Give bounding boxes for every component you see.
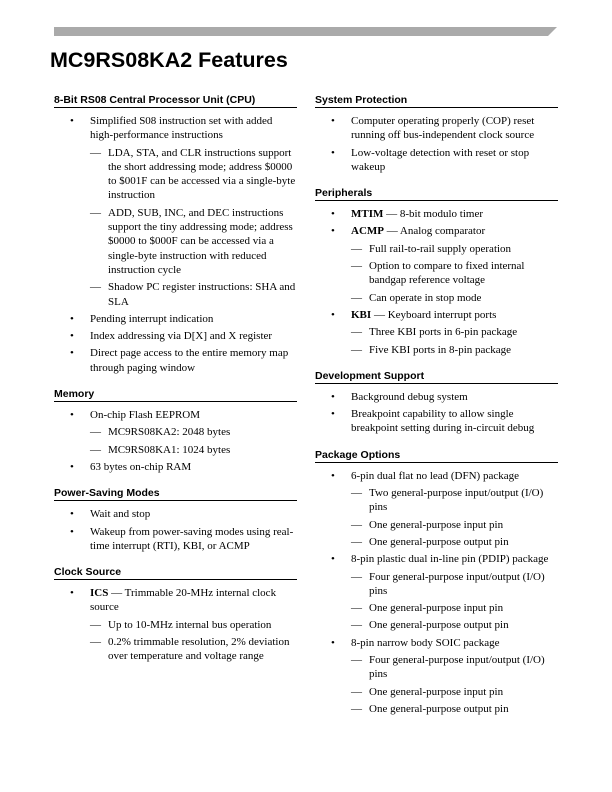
bullet-icon: •: [331, 225, 335, 238]
sub-feature-list: [351, 486, 558, 549]
sub-feature-text: Shadow PC register instructions: SHA and SLA: [108, 281, 296, 308]
feature-text: [90, 507, 297, 521]
sub-feature-item: [351, 653, 558, 682]
feature-item: [315, 469, 558, 549]
sub-feature-text: Up to 10-MHz internal bus operation: [108, 618, 272, 631]
feature-list: [54, 586, 297, 663]
feature-description: Computer operating properly (COP) reset running off bus-independent clock source: [351, 115, 535, 142]
sub-feature-item: [351, 486, 558, 515]
bullet-icon: •: [331, 553, 335, 566]
sub-feature-item: [351, 618, 558, 632]
feature-text: [351, 308, 558, 322]
feature-name: ICS: [90, 587, 109, 600]
feature-item: [54, 408, 297, 457]
dash-icon: —: [351, 654, 362, 667]
feature-item: [54, 460, 297, 474]
feature-description: Simplified S08 instruction set with added high-performance instructions: [90, 115, 273, 142]
feature-description: 6-pin dual flat no lead (DFN) package: [351, 469, 519, 482]
feature-name: ACMP: [351, 225, 384, 238]
sub-feature-text: One general-purpose output pin: [369, 702, 509, 715]
sub-feature-item: [90, 443, 297, 457]
feature-item: [54, 329, 297, 343]
feature-description: 63 bytes on-chip RAM: [90, 460, 192, 473]
dash-icon: —: [351, 619, 362, 632]
sub-feature-text: Option to compare to fixed internal bandgap reference voltage: [369, 260, 525, 287]
sub-feature-item: [90, 635, 297, 664]
bullet-icon: •: [70, 508, 74, 521]
dash-icon: —: [351, 242, 362, 255]
section-package-options: [315, 443, 558, 723]
sub-feature-list: [90, 146, 297, 309]
feature-description: — Analog comparator: [384, 225, 486, 238]
sub-feature-item: [351, 291, 558, 305]
feature-description: Direct page access to the entire memory map through paging window: [90, 347, 289, 374]
section-8-bit-rs08-central-processor-unit-cpu: [54, 88, 297, 382]
feature-text: [351, 636, 558, 650]
section-system-protection: [315, 88, 558, 181]
bullet-icon: •: [70, 312, 74, 325]
feature-description: Index addressing via D[X] and X register: [90, 330, 273, 343]
feature-description: — Keyboard interrupt ports: [371, 308, 497, 321]
left-column: [54, 88, 297, 671]
dash-icon: —: [90, 636, 101, 649]
feature-item: [315, 224, 558, 304]
dash-icon: —: [351, 260, 362, 273]
sub-feature-item: [351, 702, 558, 716]
sub-feature-item: [90, 280, 297, 309]
sub-feature-text: 0.2% trimmable resolution, 2% deviation over temperature and voltage range: [108, 636, 290, 663]
sub-feature-item: [90, 206, 297, 277]
dash-icon: —: [351, 343, 362, 356]
sub-feature-text: Four general-purpose input/output (I/O) pins: [369, 570, 545, 597]
sub-feature-item: [351, 570, 558, 599]
feature-description: Background debug system: [351, 390, 468, 403]
feature-text: [351, 224, 558, 238]
sub-feature-item: [351, 601, 558, 615]
dash-icon: —: [351, 535, 362, 548]
sub-feature-text: One general-purpose input pin: [369, 518, 504, 531]
dash-icon: —: [90, 281, 101, 294]
dash-icon: —: [90, 146, 101, 159]
section-power-saving-modes: [54, 481, 297, 560]
feature-text: [351, 390, 558, 404]
bullet-icon: •: [331, 636, 335, 649]
section-heading: Clock Source: [54, 560, 297, 580]
dash-icon: —: [351, 518, 362, 531]
feature-description: Wakeup from power-saving modes using real-time interrupt (RTI), KBI, or ACMP: [90, 525, 294, 552]
dash-icon: —: [90, 443, 101, 456]
sub-feature-list: [351, 325, 558, 357]
feature-description: — Trimmable 20-MHz internal clock source: [90, 587, 277, 614]
feature-text: [90, 114, 297, 143]
bullet-icon: •: [331, 308, 335, 321]
feature-list: [315, 390, 558, 436]
section-heading: Power-Saving Modes: [54, 481, 297, 501]
dash-icon: —: [351, 326, 362, 339]
sub-feature-text: Four general-purpose input/output (I/O) pins: [369, 654, 545, 681]
bullet-icon: •: [70, 115, 74, 127]
feature-item: [54, 586, 297, 663]
sub-feature-item: [90, 425, 297, 439]
sub-feature-text: One general-purpose output pin: [369, 535, 509, 548]
feature-item: [54, 114, 297, 309]
feature-description: On-chip Flash EEPROM: [90, 409, 200, 422]
feature-text: [351, 469, 558, 483]
bullet-icon: •: [70, 525, 74, 538]
sub-feature-list: [90, 618, 297, 664]
feature-text: [351, 552, 558, 566]
dash-icon: —: [90, 426, 101, 439]
bullet-icon: •: [70, 330, 74, 343]
section-peripherals: [315, 181, 558, 364]
feature-text: [90, 312, 297, 326]
feature-item: [315, 390, 558, 404]
dash-icon: —: [90, 618, 101, 631]
feature-list: [315, 114, 558, 174]
bullet-icon: •: [331, 208, 335, 221]
feature-text: [351, 146, 558, 175]
sub-feature-list: [351, 653, 558, 716]
feature-item: [315, 552, 558, 632]
dash-icon: —: [351, 291, 362, 304]
feature-list: [54, 114, 297, 375]
feature-item: [315, 407, 558, 436]
feature-description: Low-voltage detection with reset or stop wakeup: [351, 146, 530, 173]
feature-item: [54, 507, 297, 521]
feature-item: [315, 636, 558, 716]
feature-item: [54, 346, 297, 375]
sub-feature-item: [351, 343, 558, 357]
section-heading: Memory: [54, 382, 297, 402]
dash-icon: —: [351, 702, 362, 715]
dash-icon: —: [351, 570, 362, 583]
feature-list: [315, 207, 558, 357]
feature-list: [54, 507, 297, 553]
feature-description: — 8-bit modulo timer: [383, 208, 483, 221]
feature-text: [90, 346, 297, 375]
sub-feature-text: Three KBI ports in 6-pin package: [369, 326, 518, 339]
feature-text: [351, 407, 558, 436]
section-development-support: [315, 364, 558, 443]
dash-icon: —: [351, 487, 362, 500]
sub-feature-text: ADD, SUB, INC, and DEC instructions support the tiny addressing mode; address $0000 to $000F can be accessed via a single-byte instruction with reduced instruction cycle: [108, 206, 293, 276]
sub-feature-item: [351, 518, 558, 532]
feature-text: [351, 207, 558, 221]
right-column: [315, 88, 558, 723]
feature-item: [315, 146, 558, 175]
sub-feature-text: MC9RS08KA1: 1024 bytes: [108, 443, 231, 456]
sub-feature-item: [351, 535, 558, 549]
section-heading: Peripherals: [315, 181, 558, 201]
feature-item: [315, 207, 558, 221]
sub-feature-text: Full rail-to-rail supply operation: [369, 242, 512, 255]
header-bar: [54, 27, 557, 36]
sub-feature-item: [351, 325, 558, 339]
sub-feature-item: [90, 146, 297, 203]
section-heading: Package Options: [315, 443, 558, 463]
feature-text: [90, 329, 297, 343]
sub-feature-list: [351, 242, 558, 305]
sub-feature-item: [351, 242, 558, 256]
feature-description: 8-pin narrow body SOIC package: [351, 636, 500, 649]
sub-feature-text: Five KBI ports in 8-pin package: [369, 343, 512, 356]
section-memory: [54, 382, 297, 481]
dash-icon: —: [351, 685, 362, 698]
sub-feature-text: One general-purpose input pin: [369, 602, 504, 615]
feature-text: [351, 114, 558, 143]
sub-feature-text: LDA, STA, and CLR instructions support the short addressing mode; address $0000 to $001F can be accessed via a single-byte instruction: [108, 146, 296, 202]
feature-description: Breakpoint capability to allow single breakpoint setting during in-circuit debug: [351, 408, 535, 435]
page-title: MC9RS08KA2 Features: [50, 48, 288, 72]
feature-text: [90, 525, 297, 554]
feature-item: [315, 308, 558, 357]
bullet-icon: •: [70, 347, 74, 360]
feature-name: MTIM: [351, 208, 384, 221]
section-clock-source: [54, 560, 297, 670]
feature-list: [315, 469, 558, 716]
feature-name: KBI: [351, 308, 372, 321]
bullet-icon: •: [331, 408, 335, 421]
feature-item: [315, 114, 558, 143]
sub-feature-text: Can operate in stop mode: [369, 291, 482, 304]
section-heading: 8-Bit RS08 Central Processor Unit (CPU): [54, 88, 297, 108]
sub-feature-text: MC9RS08KA2: 2048 bytes: [108, 426, 231, 439]
sub-feature-text: One general-purpose output pin: [369, 619, 509, 632]
bullet-icon: •: [70, 587, 74, 600]
feature-description: Wait and stop: [90, 508, 151, 521]
dash-icon: —: [90, 206, 101, 219]
sub-feature-item: [351, 685, 558, 699]
feature-text: [90, 408, 297, 422]
sub-feature-text: Two general-purpose input/output (I/O) pins: [369, 487, 544, 514]
bullet-icon: •: [70, 460, 74, 473]
bullet-icon: •: [331, 115, 335, 127]
feature-list: [54, 408, 297, 474]
section-heading: Development Support: [315, 364, 558, 384]
feature-item: [54, 312, 297, 326]
bullet-icon: •: [70, 409, 74, 422]
sub-feature-text: One general-purpose input pin: [369, 685, 504, 698]
feature-text: [90, 586, 297, 615]
bullet-icon: •: [331, 469, 335, 482]
bullet-icon: •: [331, 390, 335, 403]
bullet-icon: •: [331, 146, 335, 159]
dash-icon: —: [351, 602, 362, 615]
feature-description: 8-pin plastic dual in-line pin (PDIP) package: [351, 553, 549, 566]
feature-description: Pending interrupt indication: [90, 312, 214, 325]
sub-feature-item: [351, 259, 558, 288]
sub-feature-item: [90, 618, 297, 632]
section-heading: System Protection: [315, 88, 558, 108]
feature-text: [90, 460, 297, 474]
sub-feature-list: [90, 425, 297, 457]
feature-item: [54, 525, 297, 554]
sub-feature-list: [351, 570, 558, 633]
